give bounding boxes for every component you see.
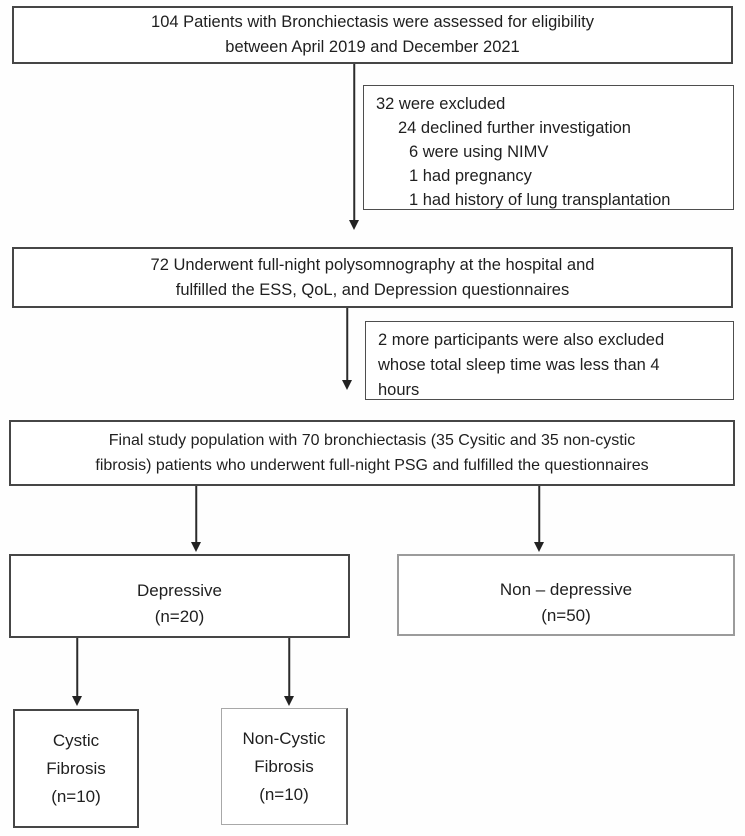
final-population-line-2: fibrosis) patients who underwent full-night PSG and fulfilled the questionnaires <box>95 457 649 474</box>
depressive-line-1: Depressive <box>136 581 223 600</box>
exclusion-box-1 <box>363 85 734 210</box>
non-depressive-box <box>397 554 735 636</box>
eligibility-box <box>12 6 733 64</box>
arrowhead-icon <box>342 380 352 390</box>
depressive-line-2: (n=20) <box>154 607 205 626</box>
arrow-eligibility-to-psg <box>348 64 360 230</box>
non-depressive-line-1: Non – depressive <box>499 580 633 599</box>
arrowhead-icon <box>349 220 359 230</box>
psg-box <box>12 247 733 308</box>
non-cystic-fibrosis-line-2: Fibrosis <box>254 756 314 776</box>
exclusion-1-line-4: 1 had pregnancy <box>409 167 532 185</box>
exclusion-1-line-3: 6 were using NIMV <box>409 143 549 161</box>
final-population-box <box>9 420 735 486</box>
arrow-final-to-depressive <box>190 486 202 552</box>
exclusion-2-line-2: whose total sleep time was less than 4 <box>378 356 660 374</box>
psg-line-2: fulfilled the ESS, QoL, and Depression questionnaires <box>175 280 570 299</box>
arrow-shaft <box>538 486 540 543</box>
arrowhead-icon <box>72 696 82 706</box>
arrow-shaft <box>346 308 348 381</box>
arrow-shaft <box>353 64 355 221</box>
exclusion-2-line-3: hours <box>378 381 420 399</box>
arrow-final-to-non-depressive <box>533 486 545 552</box>
depressive-box <box>9 554 350 638</box>
arrow-depressive-to-non-cystic <box>283 638 295 706</box>
cystic-fibrosis-line-1: Cystic <box>52 730 100 750</box>
eligibility-line-2: between April 2019 and December 2021 <box>225 38 520 56</box>
cystic-fibrosis-line-2: Fibrosis <box>46 758 106 778</box>
non-cystic-fibrosis-box <box>221 708 348 825</box>
non-depressive-line-2: (n=50) <box>541 606 591 625</box>
exclusion-1-line-1: 32 were excluded <box>376 95 506 113</box>
arrowhead-icon <box>191 542 201 552</box>
cystic-fibrosis-box <box>13 709 139 828</box>
exclusion-1-line-5: 1 had history of lung transplantation <box>409 191 671 209</box>
arrow-shaft <box>195 486 197 543</box>
arrow-depressive-to-cystic <box>71 638 83 706</box>
arrow-shaft <box>288 638 290 697</box>
arrow-psg-to-final <box>341 308 353 390</box>
arrowhead-icon <box>284 696 294 706</box>
non-cystic-fibrosis-line-1: Non-Cystic <box>242 728 326 748</box>
eligibility-line-1: 104 Patients with Bronchiectasis were assessed for eligibility <box>151 13 594 31</box>
exclusion-1-line-2: 24 declined further investigation <box>398 119 631 137</box>
final-population-line-1: Final study population with 70 bronchiectasis (35 Cysitic and 35 non-cystic <box>108 432 636 449</box>
non-cystic-fibrosis-line-3: (n=10) <box>259 784 309 804</box>
exclusion-2-line-1: 2 more participants were also excluded <box>378 331 665 349</box>
cystic-fibrosis-line-3: (n=10) <box>51 786 101 806</box>
psg-line-1: 72 Underwent full-night polysomnography at the hospital and <box>150 255 595 274</box>
arrow-shaft <box>76 638 78 697</box>
arrowhead-icon <box>534 542 544 552</box>
exclusion-box-2 <box>365 321 734 400</box>
